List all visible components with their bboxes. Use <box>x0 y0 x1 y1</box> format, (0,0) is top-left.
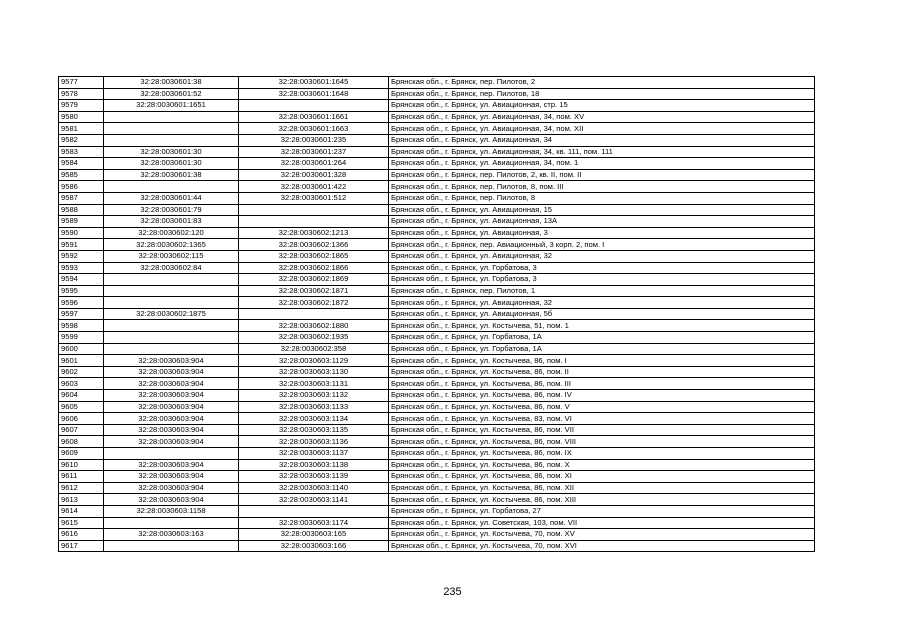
object-cadastral-number-cell: 32:28:0030603:165 <box>239 529 389 541</box>
parcel-cadastral-number-cell: 32:28:0030603:904 <box>104 471 239 483</box>
object-cadastral-number-cell: 32:28:0030601:237 <box>239 146 389 158</box>
object-cadastral-number-cell: 32:28:0030603:1140 <box>239 482 389 494</box>
object-cadastral-number-cell: 32:28:0030603:1129 <box>239 355 389 367</box>
row-number-cell: 9581 <box>59 123 104 135</box>
table-row <box>59 192 815 204</box>
address-cell: Брянская обл., г. Брянск, ул. Авиационная, 34, пом. XV <box>389 111 815 123</box>
address-cell: Брянская обл., г. Брянск, пер. Пилотов, 8, пом. III <box>389 181 815 193</box>
table-row <box>59 216 815 228</box>
row-number-cell: 9610 <box>59 459 104 471</box>
parcel-cadastral-number-cell <box>104 343 239 355</box>
parcel-cadastral-number-cell: 32:28:0030601:38 <box>104 77 239 89</box>
address-cell: Брянская обл., г. Брянск, пер. Пилотов, 8 <box>389 192 815 204</box>
parcel-cadastral-number-cell <box>104 134 239 146</box>
row-number-cell: 9585 <box>59 169 104 181</box>
address-cell: Брянская обл., г. Брянск, пер. Пилотов, 2, кв. II, пом. II <box>389 169 815 181</box>
row-number-cell: 9609 <box>59 448 104 460</box>
parcel-cadastral-number-cell <box>104 285 239 297</box>
row-number-cell: 9579 <box>59 100 104 112</box>
object-cadastral-number-cell: 32:28:0030603:1131 <box>239 378 389 390</box>
address-cell: Брянская обл., г. Брянск, ул. Горбатова, 3 <box>389 262 815 274</box>
row-number-cell: 9608 <box>59 436 104 448</box>
parcel-cadastral-number-cell: 32:28:0030601:1651 <box>104 100 239 112</box>
parcel-cadastral-number-cell: 32:28:0030602:1875 <box>104 308 239 320</box>
table-row <box>59 204 815 216</box>
object-cadastral-number-cell: 32:28:0030603:1174 <box>239 517 389 529</box>
parcel-cadastral-number-cell: 32:28:0030603:904 <box>104 366 239 378</box>
parcel-cadastral-number-cell: 32:28:0030602:1365 <box>104 239 239 251</box>
object-cadastral-number-cell: 32:28:0030602:1872 <box>239 297 389 309</box>
address-cell: Брянская обл., г. Брянск, ул. Костычева, 86, пом. VIII <box>389 436 815 448</box>
object-cadastral-number-cell: 32:28:0030602:358 <box>239 343 389 355</box>
parcel-cadastral-number-cell: 32:28:0030603:904 <box>104 413 239 425</box>
row-number-cell: 9613 <box>59 494 104 506</box>
address-cell: Брянская обл., г. Брянск, пер. Авиационный, 3 корп. 2, пом. I <box>389 239 815 251</box>
address-cell: Брянская обл., г. Брянск, ул. Костычева, 86, пом. IV <box>389 390 815 402</box>
table-row <box>59 88 815 100</box>
object-cadastral-number-cell <box>239 308 389 320</box>
address-cell: Брянская обл., г. Брянск, ул. Авиационная, 34 <box>389 134 815 146</box>
parcel-cadastral-number-cell: 32:28:0030603:904 <box>104 390 239 402</box>
table-row <box>59 134 815 146</box>
object-cadastral-number-cell: 32:28:0030601:264 <box>239 158 389 170</box>
parcel-cadastral-number-cell: 32:28:0030603:904 <box>104 459 239 471</box>
row-number-cell: 9614 <box>59 505 104 517</box>
address-cell: Брянская обл., г. Брянск, ул. Костычева, 70, пом. XV <box>389 529 815 541</box>
object-cadastral-number-cell: 32:28:0030603:166 <box>239 540 389 552</box>
object-cadastral-number-cell: 32:28:0030603:1139 <box>239 471 389 483</box>
table-row <box>59 100 815 112</box>
parcel-cadastral-number-cell: 32:28:0030601:79 <box>104 204 239 216</box>
row-number-cell: 9594 <box>59 274 104 286</box>
object-cadastral-number-cell: 32:28:0030602:1366 <box>239 239 389 251</box>
address-cell: Брянская обл., г. Брянск, ул. Костычева, 51, пом. 1 <box>389 320 815 332</box>
object-cadastral-number-cell: 32:28:0030603:1134 <box>239 413 389 425</box>
table-row <box>59 366 815 378</box>
parcel-cadastral-number-cell <box>104 181 239 193</box>
table-row <box>59 285 815 297</box>
table-body <box>59 77 815 552</box>
object-cadastral-number-cell: 32:28:0030602:1935 <box>239 332 389 344</box>
parcel-cadastral-number-cell: 32:28:0030603:904 <box>104 482 239 494</box>
address-cell: Брянская обл., г. Брянск, ул. Горбатова, 1А <box>389 343 815 355</box>
row-number-cell: 9590 <box>59 227 104 239</box>
row-number-cell: 9596 <box>59 297 104 309</box>
row-number-cell: 9616 <box>59 529 104 541</box>
table-row <box>59 332 815 344</box>
object-cadastral-number-cell: 32:28:0030603:1141 <box>239 494 389 506</box>
address-cell: Брянская обл., г. Брянск, ул. Авиационная, 3 <box>389 227 815 239</box>
table-row <box>59 146 815 158</box>
parcel-cadastral-number-cell: 32:28:0030602:84 <box>104 262 239 274</box>
table-row <box>59 274 815 286</box>
address-cell: Брянская обл., г. Брянск, ул. Костычева, 86, пом. I <box>389 355 815 367</box>
object-cadastral-number-cell: 32:28:0030602:1880 <box>239 320 389 332</box>
table-row <box>59 227 815 239</box>
table-row <box>59 250 815 262</box>
row-number-cell: 9600 <box>59 343 104 355</box>
row-number-cell: 9582 <box>59 134 104 146</box>
row-number-cell: 9587 <box>59 192 104 204</box>
table-row <box>59 424 815 436</box>
row-number-cell: 9588 <box>59 204 104 216</box>
parcel-cadastral-number-cell: 32:28:0030603:1158 <box>104 505 239 517</box>
parcel-cadastral-number-cell: 32:28:0030603:904 <box>104 401 239 413</box>
parcel-cadastral-number-cell: 32:28:0030603:904 <box>104 436 239 448</box>
row-number-cell: 9580 <box>59 111 104 123</box>
parcel-cadastral-number-cell: 32:28:0030603:904 <box>104 494 239 506</box>
address-cell: Брянская обл., г. Брянск, ул. Горбатова, 3 <box>389 274 815 286</box>
row-number-cell: 9584 <box>59 158 104 170</box>
address-cell: Брянская обл., г. Брянск, ул. Авиационная, 34, пом. 1 <box>389 158 815 170</box>
parcel-cadastral-number-cell <box>104 540 239 552</box>
parcel-cadastral-number-cell <box>104 111 239 123</box>
object-cadastral-number-cell: 32:28:0030602:1213 <box>239 227 389 239</box>
object-cadastral-number-cell <box>239 216 389 228</box>
row-number-cell: 9593 <box>59 262 104 274</box>
table-row <box>59 239 815 251</box>
table-row <box>59 158 815 170</box>
address-cell: Брянская обл., г. Брянск, ул. Костычева, 86, пом. II <box>389 366 815 378</box>
object-cadastral-number-cell: 32:28:0030603:1138 <box>239 459 389 471</box>
table-row <box>59 529 815 541</box>
object-cadastral-number-cell: 32:28:0030601:512 <box>239 192 389 204</box>
row-number-cell: 9607 <box>59 424 104 436</box>
table-row <box>59 262 815 274</box>
object-cadastral-number-cell: 32:28:0030601:422 <box>239 181 389 193</box>
object-cadastral-number-cell <box>239 100 389 112</box>
object-cadastral-number-cell: 32:28:0030603:1136 <box>239 436 389 448</box>
parcel-cadastral-number-cell: 32:28:0030603:904 <box>104 424 239 436</box>
table-row <box>59 169 815 181</box>
address-cell: Брянская обл., г. Брянск, ул. Горбатова, 27 <box>389 505 815 517</box>
table-row <box>59 181 815 193</box>
object-cadastral-number-cell: 32:28:0030602:1865 <box>239 250 389 262</box>
address-cell: Брянская обл., г. Брянск, ул. Горбатова, 1А <box>389 332 815 344</box>
parcel-cadastral-number-cell: 32:28:0030601:44 <box>104 192 239 204</box>
table-row <box>59 77 815 89</box>
parcel-cadastral-number-cell: 32:28:0030601:30 <box>104 146 239 158</box>
parcel-cadastral-number-cell <box>104 448 239 460</box>
row-number-cell: 9586 <box>59 181 104 193</box>
parcel-cadastral-number-cell <box>104 123 239 135</box>
table-row <box>59 471 815 483</box>
object-cadastral-number-cell <box>239 505 389 517</box>
row-number-cell: 9577 <box>59 77 104 89</box>
table-row <box>59 378 815 390</box>
table-row <box>59 111 815 123</box>
parcel-cadastral-number-cell: 32:28:0030603:904 <box>104 355 239 367</box>
parcel-cadastral-number-cell <box>104 517 239 529</box>
row-number-cell: 9591 <box>59 239 104 251</box>
table-row <box>59 390 815 402</box>
address-cell: Брянская обл., г. Брянск, пер. Пилотов, 18 <box>389 88 815 100</box>
parcel-cadastral-number-cell: 32:28:0030602:120 <box>104 227 239 239</box>
parcel-cadastral-number-cell: 32:28:0030601:30 <box>104 158 239 170</box>
address-cell: Брянская обл., г. Брянск, пер. Пилотов, 2 <box>389 77 815 89</box>
object-cadastral-number-cell: 32:28:0030601:1661 <box>239 111 389 123</box>
object-cadastral-number-cell: 32:28:0030603:1137 <box>239 448 389 460</box>
address-cell: Брянская обл., г. Брянск, ул. Авиационная, 13А <box>389 216 815 228</box>
table-row <box>59 494 815 506</box>
object-cadastral-number-cell <box>239 204 389 216</box>
row-number-cell: 9601 <box>59 355 104 367</box>
table-row <box>59 505 815 517</box>
address-cell: Брянская обл., г. Брянск, пер. Пилотов, 1 <box>389 285 815 297</box>
page-number: 235 <box>443 586 462 598</box>
address-cell: Брянская обл., г. Брянск, ул. Костычева, 86, пом. XI <box>389 471 815 483</box>
parcel-cadastral-number-cell <box>104 297 239 309</box>
table-row <box>59 517 815 529</box>
table-row <box>59 448 815 460</box>
parcel-cadastral-number-cell: 32:28:0030601:83 <box>104 216 239 228</box>
object-cadastral-number-cell: 32:28:0030602:1866 <box>239 262 389 274</box>
address-cell: Брянская обл., г. Брянск, ул. Костычева, 86, пом. IX <box>389 448 815 460</box>
row-number-cell: 9597 <box>59 308 104 320</box>
parcel-cadastral-number-cell <box>104 320 239 332</box>
address-cell: Брянская обл., г. Брянск, ул. Костычева, 70, пом. XVI <box>389 540 815 552</box>
parcel-cadastral-number-cell <box>104 332 239 344</box>
row-number-cell: 9595 <box>59 285 104 297</box>
address-cell: Брянская обл., г. Брянск, ул. Костычева, 86, пом. V <box>389 401 815 413</box>
row-number-cell: 9602 <box>59 366 104 378</box>
object-cadastral-number-cell: 32:28:0030603:1135 <box>239 424 389 436</box>
table-row <box>59 482 815 494</box>
table-row <box>59 355 815 367</box>
object-cadastral-number-cell: 32:28:0030602:1871 <box>239 285 389 297</box>
address-cell: Брянская обл., г. Брянск, ул. Авиационная, 5б <box>389 308 815 320</box>
table-row <box>59 297 815 309</box>
row-number-cell: 9611 <box>59 471 104 483</box>
row-number-cell: 9615 <box>59 517 104 529</box>
address-cell: Брянская обл., г. Брянск, ул. Авиационная, 34, кв. 111, пом. 111 <box>389 146 815 158</box>
address-cell: Брянская обл., г. Брянск, ул. Авиационная, стр. 15 <box>389 100 815 112</box>
row-number-cell: 9598 <box>59 320 104 332</box>
address-cell: Брянская обл., г. Брянск, ул. Костычева, 86, пом. X <box>389 459 815 471</box>
parcel-cadastral-number-cell: 32:28:0030601:52 <box>104 88 239 100</box>
row-number-cell: 9606 <box>59 413 104 425</box>
table-row <box>59 401 815 413</box>
parcel-cadastral-number-cell: 32:28:0030601:38 <box>104 169 239 181</box>
address-cell: Брянская обл., г. Брянск, ул. Советская, 103, пом. VII <box>389 517 815 529</box>
address-cell: Брянская обл., г. Брянск, ул. Костычева, 86, пом. XIII <box>389 494 815 506</box>
table-row <box>59 436 815 448</box>
address-cell: Брянская обл., г. Брянск, ул. Авиационная, 32 <box>389 297 815 309</box>
row-number-cell: 9599 <box>59 332 104 344</box>
object-cadastral-number-cell: 32:28:0030603:1132 <box>239 390 389 402</box>
address-cell: Брянская обл., г. Брянск, ул. Костычева, 86, пом. XII <box>389 482 815 494</box>
table-row <box>59 123 815 135</box>
object-cadastral-number-cell: 32:28:0030601:235 <box>239 134 389 146</box>
row-number-cell: 9603 <box>59 378 104 390</box>
row-number-cell: 9578 <box>59 88 104 100</box>
address-cell: Брянская обл., г. Брянск, ул. Костычева, 86, пом. III <box>389 378 815 390</box>
address-cell: Брянская обл., г. Брянск, ул. Костычева, 83, пом. VI <box>389 413 815 425</box>
object-cadastral-number-cell: 32:28:0030601:1645 <box>239 77 389 89</box>
cadastral-register-table <box>58 76 815 552</box>
parcel-cadastral-number-cell: 32:28:0030602:115 <box>104 250 239 262</box>
table-row <box>59 320 815 332</box>
parcel-cadastral-number-cell: 32:28:0030603:163 <box>104 529 239 541</box>
table-row <box>59 308 815 320</box>
object-cadastral-number-cell: 32:28:0030601:328 <box>239 169 389 181</box>
address-cell: Брянская обл., г. Брянск, ул. Авиационная, 32 <box>389 250 815 262</box>
row-number-cell: 9605 <box>59 401 104 413</box>
object-cadastral-number-cell: 32:28:0030603:1130 <box>239 366 389 378</box>
row-number-cell: 9583 <box>59 146 104 158</box>
table-row <box>59 540 815 552</box>
object-cadastral-number-cell: 32:28:0030601:1663 <box>239 123 389 135</box>
row-number-cell: 9604 <box>59 390 104 402</box>
row-number-cell: 9612 <box>59 482 104 494</box>
address-cell: Брянская обл., г. Брянск, ул. Авиационная, 34, пом. XII <box>389 123 815 135</box>
row-number-cell: 9617 <box>59 540 104 552</box>
row-number-cell: 9592 <box>59 250 104 262</box>
object-cadastral-number-cell: 32:28:0030601:1648 <box>239 88 389 100</box>
table-row <box>59 459 815 471</box>
table-row <box>59 343 815 355</box>
address-cell: Брянская обл., г. Брянск, ул. Авиационная, 15 <box>389 204 815 216</box>
parcel-cadastral-number-cell: 32:28:0030603:904 <box>104 378 239 390</box>
parcel-cadastral-number-cell <box>104 274 239 286</box>
address-cell: Брянская обл., г. Брянск, ул. Костычева, 86, пом. VII <box>389 424 815 436</box>
object-cadastral-number-cell: 32:28:0030603:1133 <box>239 401 389 413</box>
table-row <box>59 413 815 425</box>
object-cadastral-number-cell: 32:28:0030602:1869 <box>239 274 389 286</box>
row-number-cell: 9589 <box>59 216 104 228</box>
